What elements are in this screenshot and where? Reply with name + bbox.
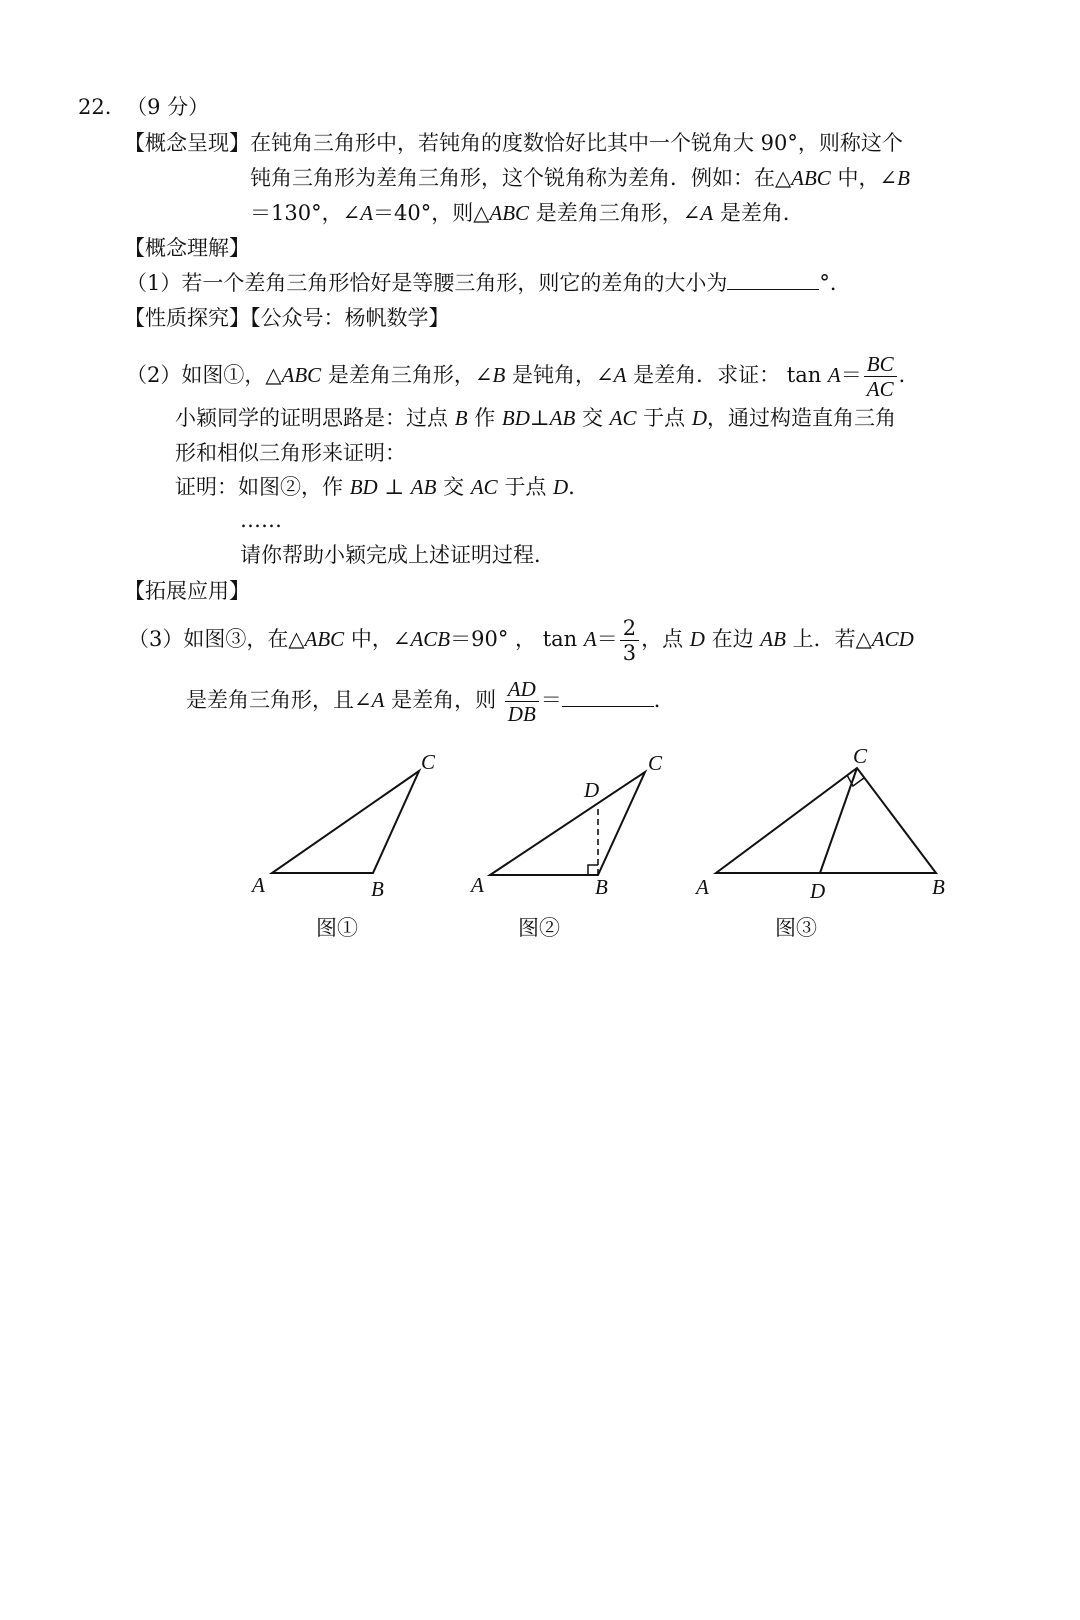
figure-3-right-angle-mark [847, 775, 864, 786]
figure-3-caption: 图③ [775, 916, 817, 940]
figure-3-label-c: C [853, 744, 868, 768]
fraction-ad-db: $\frac{AD}{DB}$ [505, 677, 539, 726]
understanding-heading: 【概念理解】 [124, 236, 250, 260]
figure-2-triangle [490, 772, 645, 875]
figure-2-label-c: C [648, 751, 663, 775]
figure-2-label-b: B [595, 875, 608, 899]
proof-ellipsis: …… [240, 508, 282, 532]
property-heading: 【性质探究】【公众号：杨帆数学】 [124, 306, 450, 330]
figure-3 [694, 744, 945, 903]
problem-number: 22. [78, 95, 112, 119]
extension-heading: 【拓展应用】 [124, 579, 250, 603]
figure-1-label-a: A [252, 873, 265, 897]
figure-1-caption: 图① [316, 916, 358, 940]
fraction-bc-ac: $\frac{BC}{AC}$ [864, 352, 897, 401]
figure-1-label-b: B [371, 877, 384, 901]
figure-2-label-d: D [584, 778, 600, 802]
figure-3-label-d: D [810, 879, 826, 903]
figure-2 [469, 751, 663, 899]
figure-1 [250, 750, 436, 901]
figure-3-label-b: B [932, 875, 945, 899]
concept-line-1: 【概念呈现】在钝角三角形中，若钝角的度数恰好比其中一个锐角大 90°，则称这个 [124, 131, 903, 155]
figure-2-caption: 图② [518, 916, 560, 940]
concept-line-3: ＝130°，∠A＝40°，则△ABC 是差角三角形，∠A 是差角． [250, 201, 804, 225]
figure-2-label-a: A [471, 873, 484, 897]
proof-idea-line-2: 形和相似三角形来证明： [175, 441, 406, 465]
problem-score: （9 分） [126, 95, 210, 119]
question-2: （2）如图①，△ABC 是差角三角形，∠B 是钝角，∠A 是差角．求证： tan A＝ $\frac{BC}{AC}$ ． [126, 352, 920, 401]
figure-1-label-c: C [421, 750, 436, 774]
figure-1-triangle [272, 771, 419, 873]
concept-line-2: 钝角三角形为差角三角形，这个锐角称为差角．例如：在△ABC 中，∠B [250, 166, 910, 190]
question-3-line-1: （3）如图③，在△ABC 中，∠ACB＝90° ， tan A＝ $\frac{2}{3}$ ，点 D 在边 AB 上．若△ACD [128, 616, 914, 665]
figure-2-right-angle-mark [588, 865, 598, 875]
concept-heading: 【概念呈现】 [124, 131, 250, 155]
fraction-2-3: $\frac{2}{3}$ [620, 616, 639, 665]
figure-3-label-a: A [696, 875, 709, 899]
proof-help-text: 请你帮助小颖完成上述证明过程． [240, 543, 555, 567]
question-3-line-2: 是差角三角形，且∠A 是差角，则 $\frac{AD}{DB}$ ＝ ． [186, 677, 675, 726]
proof-idea-line-1: 小颖同学的证明思路是：过点 B 作 BD⊥AB 交 AC 于点 D，通过构造直角三角 [175, 406, 897, 430]
question-1: （1）若一个差角三角形恰好是等腰三角形，则它的差角的大小为 °． [126, 271, 851, 295]
proof-start: 证明：如图②，作 BD ⊥ AB 交 AC 于点 D． [175, 475, 590, 499]
